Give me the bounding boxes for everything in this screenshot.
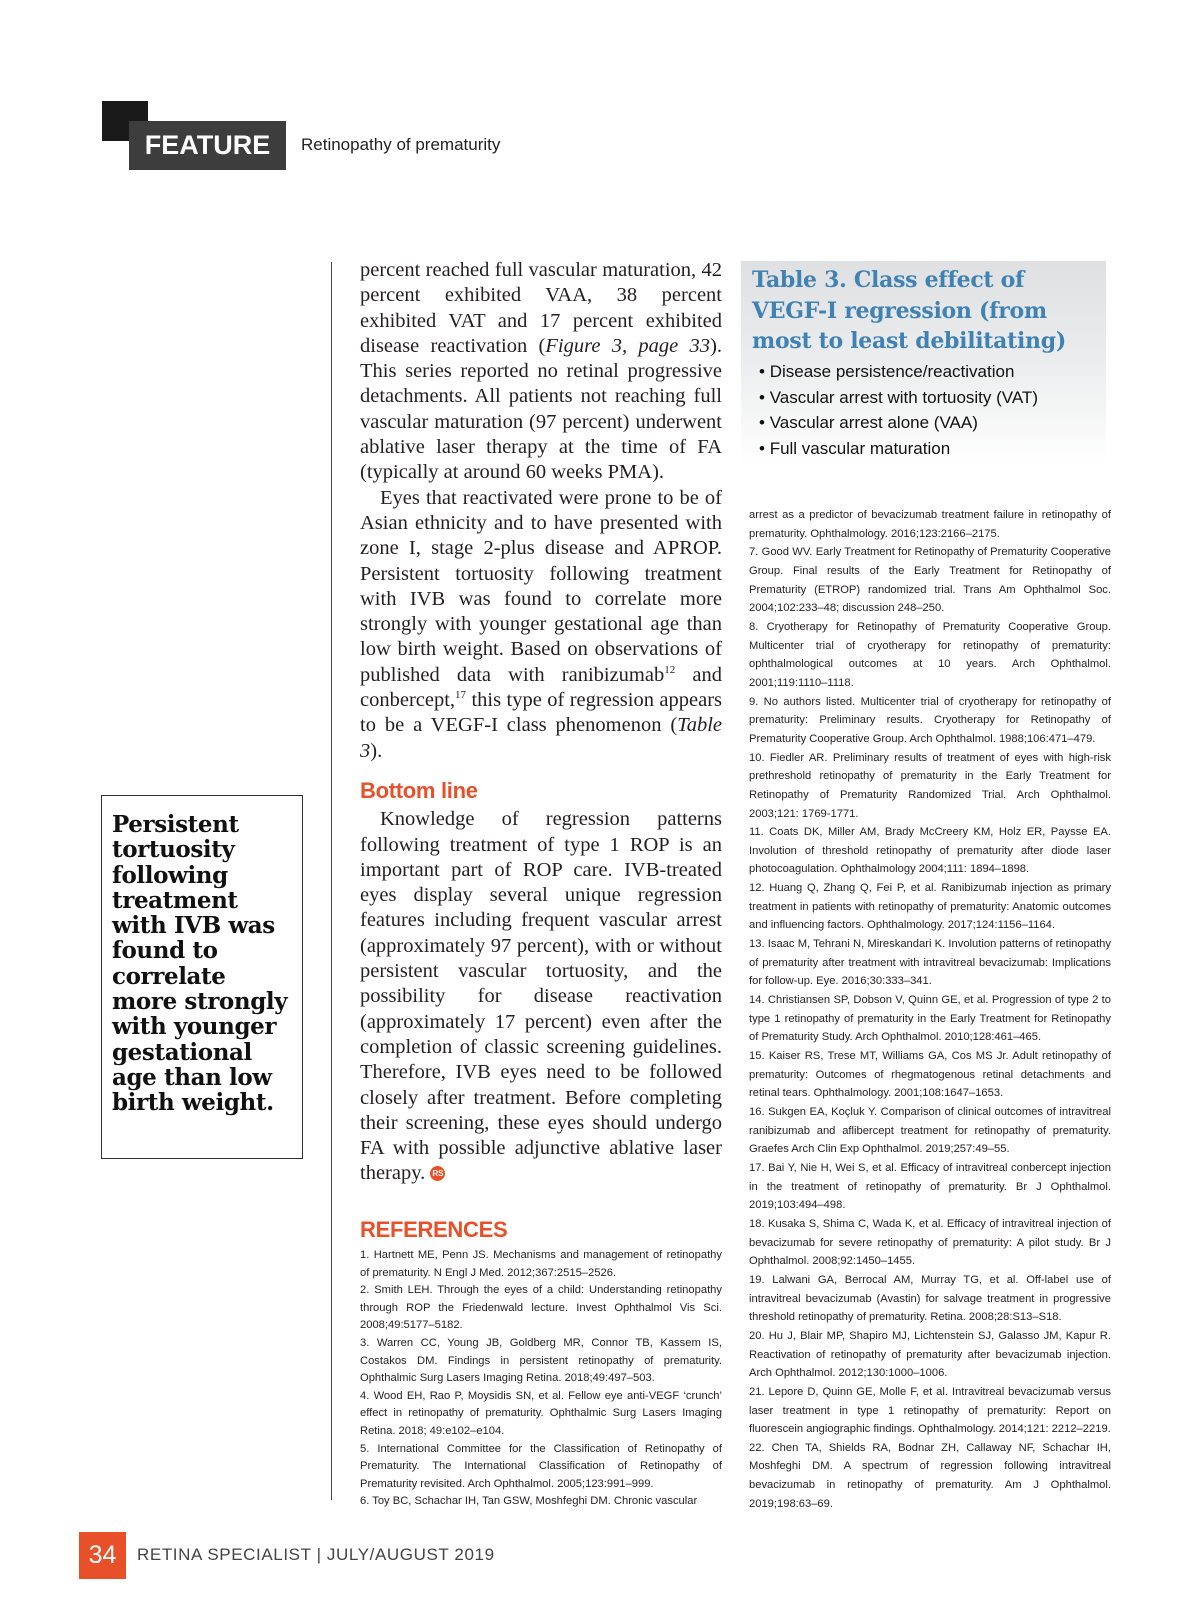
reference-item: 17. Bai Y, Nie H, Wei S, et al. Efficacy of intravitreal conbercept injection in the treatment of retinopathy of prematurity. Br J Ophthalmol. 2019;103:494–498.	[749, 1161, 1111, 1212]
reference-item: 6. Toy BC, Schachar IH, Tan GSW, Moshfeghi DM. Chronic vascular	[360, 1495, 698, 1508]
reference-item: arrest as a predictor of bevacizumab treatment failure in retinopathy of prematurity. Ophthalmology. 2016;123:2166–2175.	[749, 509, 1111, 540]
page-number: 34	[79, 1532, 126, 1579]
reference-item: 19. Lalwani GA, Berrocal AM, Murray TG, et al. Off-label use of intravitreal bevacizumab (Avastin) for salvage treatment in progressive threshold retinopathy of prematurity. Retina. 2008;28:S13–S18.	[749, 1273, 1111, 1324]
reference-item: 11. Coats DK, Miller AM, Brady McCreery KM, Holz ER, Paysse EA. Involution of threshold retinopathy of prematurity after diode laser photocoagulation. Ophthalmology 2004;111: 1894–1898.	[749, 826, 1111, 876]
figure-reference: Figure 3, page 33	[545, 334, 711, 357]
table-3-item: • Full vascular maturation	[759, 436, 1038, 462]
section-label: FEATURE	[129, 121, 286, 170]
body-paragraph	[360, 486, 722, 764]
reference-item: 13. Isaac M, Tehrani N, Mireskandari K. Involution patterns of retinopathy of prematurity after treatment with intravitreal bevacizumab: Implications for follow-up. Eye. 2016;30:333–341.	[749, 938, 1111, 988]
table-3-list	[759, 359, 1038, 461]
section-topic: Retinopathy of prematurity	[301, 135, 501, 154]
body-text: Knowledge of regression patterns following treatment of type 1 ROP is an important part of ROP care. IVB-treated eyes display several unique regression features including frequent vascular arrest (approximately 97 percent), with or without persistent vascular tortuosity, and the possibility for disease reactivation (approximately 17 percent) even after the completion of classic screening guidelines. Therefore, IVB eyes need to be followed closely after treatment. Before completing their screening, these eyes should undergo FA with possible adjunctive ablative laser therapy.	[360, 808, 722, 1185]
footer-publication: RETINA SPECIALIST | JULY/AUGUST 2019	[137, 1545, 495, 1564]
body-text: percent reached full vascular maturation, 42 percent exhibited VAA, 38 percent exhibited VAT and 17 percent exhibited disease reactivation (	[360, 259, 722, 357]
citation-superscript: 17	[455, 689, 467, 702]
body-paragraph	[360, 258, 722, 486]
reference-item: 21. Lepore D, Quinn GE, Molle F, et al. Intravitreal bevacizumab versus laser treatment in type 1 retinopathy of prematurity: Report on fluorescein angiographic findings. Ophthalmology. 2014;121: 2212–2219.	[749, 1385, 1111, 1436]
body-text: Eyes that reactivated were prone to be of Asian ethnicity and to have presented with zone I, stage 2-plus disease and APROP. Persistent tortuosity following treatment with IVB was found to correlate more strongly with younger gestational age than low birth weight. Based on observations of published data with ranibizumab	[360, 486, 722, 686]
reference-item: 15. Kaiser RS, Trese MT, Williams GA, Cos MS Jr. Adult retinopathy of prematurity: Outcomes of rhegmatogenous retinal detachments and retinal tears. Ophthalmology. 2001;108:1647–1653.	[749, 1050, 1111, 1100]
citation-superscript: 12	[664, 663, 676, 676]
reference-item: 14. Christiansen SP, Dobson V, Quinn GE, et al. Progression of type 2 to type 1 retinopathy of prematurity in the Early Treatment for Retinopathy of Prematurity Study. Arch Ophthalmol. 2010;128:461–465.	[749, 994, 1111, 1044]
body-paragraph	[360, 807, 722, 1186]
table-3-item: • Vascular arrest with tortuosity (VAT)	[759, 385, 1038, 411]
table-reference: Table 3	[360, 714, 722, 762]
reference-item: 5. International Committee for the Classification of Retinopathy of Prematurity. The International Classification of Retinopathy of Prematurity revisited. Arch Ophthalmol. 2005;123:991–999.	[360, 1442, 722, 1490]
table-3-title: Table 3. Class effect of VEGF-I regression (from most to least debilitating)	[752, 267, 1066, 354]
rs-end-mark-icon: RS	[430, 1166, 445, 1181]
body-text: and conbercept,	[360, 663, 722, 712]
reference-item: 20. Hu J, Blair MP, Shapiro MJ, Lichtenstein SJ, Galasso JM, Kapur R. Reactivation of retinopathy of prematurity after bevacizumab injection. Arch Ophthalmol. 2012;130:1000–1006.	[749, 1329, 1111, 1380]
pull-quote	[101, 795, 303, 1159]
reference-item: 10. Fiedler AR. Preliminary results of treatment of eyes with high-risk prethreshold retinopathy of prematurity in the Early Treatment for Retinopathy of Prematurity Randomized Trial. Arch Ophthalmol. 2003;121: 1769-1771.	[749, 751, 1111, 820]
reference-item: 2. Smith LEH. Through the eyes of a child: Understanding retinopathy through ROP the Friedenwald lecture. Invest Ophthalmol Vis Sci. 2008;49:5177–5182.	[360, 1284, 722, 1332]
table-3-item: • Disease persistence/reactivation	[759, 359, 1038, 385]
table-3-item: • Vascular arrest alone (VAA)	[759, 410, 1038, 436]
body-text: ). This series reported no retinal progressive detachments. All patients not reaching full vascular maturation (97 percent) underwent ablative laser therapy at the time of FA (typically at around 60 weeks PMA).	[360, 334, 723, 484]
references-list-right	[749, 506, 1111, 1513]
reference-item: 1. Hartnett ME, Penn JS. Mechanisms and management of retinopathy of prematurity. N Engl J Med. 2012;367:2515–2526.	[360, 1249, 722, 1279]
reference-item: 12. Huang Q, Zhang Q, Fei P, et al. Ranibizumab injection as primary treatment in patients with retinopathy of prematurity: Anatomic outcomes and influencing factors. Ophthalmology. 2017;124:1156–1164.	[749, 882, 1111, 932]
pull-quote-text: Persistent tortuosity following treatment with IVB was found to correlate more strongly with younger gestational age than low birth weight.	[112, 811, 288, 1117]
reference-item: 3. Warren CC, Young JB, Goldberg MR, Connor TB, Kassem IS, Costakos DM. Findings in persistent retinopathy of prematurity. Ophthalmic Surg Lasers Imaging Retina. 2018;49:497–503.	[360, 1336, 722, 1385]
reference-item: 16. Sukgen EA, Koçluk Y. Comparison of clinical outcomes of intravitreal ranibizumab and aflibercept treatment for retinopathy of prematurity. Graefes Arch Clin Exp Ophthalmol. 2019;257:49–55.	[749, 1106, 1111, 1156]
references-heading: REFERENCES	[360, 1217, 508, 1242]
table-3-box	[741, 261, 1106, 465]
reference-item: 8. Cryotherapy for Retinopathy of Prematurity Cooperative Group. Multicenter trial of cryotherapy for retinopathy of prematurity: ophthalmological outcomes at 10 years. Arch Ophthalmol. 2001;119:1110–1118.	[749, 620, 1111, 689]
reference-item: 4. Wood EH, Rao P, Moysidis SN, et al. Fellow eye anti-VEGF ‘crunch’ effect in retinopathy of prematurity. Ophthalmic Surg Lasers Imaging Retina. 2018; 49:e102–e104.	[360, 1389, 722, 1437]
reference-item: 22. Chen TA, Shields RA, Bodnar ZH, Callaway NF, Schachar IH, Moshfeghi DM. A spectrum of regression following intravitreal bevacizumab in retinopathy of prematurity. Am J Ophthalmol. 2019;198:63–69.	[749, 1441, 1111, 1510]
article-body	[360, 258, 722, 1187]
bottom-line-heading: Bottom line	[360, 777, 478, 803]
reference-item: 7. Good WV. Early Treatment for Retinopathy of Prematurity Cooperative Group. Final results of the Early Treatment for Retinopathy of Prematurity (ETROP) randomized trial. Trans Am Ophthalmol Soc. 2004;102:233–48; discussion 248–250.	[749, 546, 1111, 615]
column-rule	[331, 262, 332, 1500]
references-list-left	[360, 1247, 722, 1511]
body-text: this type of regression appears to be a VEGF-I class phenomenon (	[360, 689, 722, 737]
body-text: ).	[370, 739, 383, 762]
reference-item: 9. No authors listed. Multicenter trial of cryotherapy for retinopathy of prematurity: Preliminary results. Cryotherapy for Retinopathy of Prematurity Cooperative Group. Arch Ophthalmol. 1988;106:471–479.	[749, 695, 1111, 745]
reference-item: 18. Kusaka S, Shima C, Wada K, et al. Efficacy of intravitreal injection of bevacizumab for severe retinopathy of prematurity: A pilot study. Br J Ophthalmol. 2008;92:1450–1455.	[749, 1217, 1111, 1268]
